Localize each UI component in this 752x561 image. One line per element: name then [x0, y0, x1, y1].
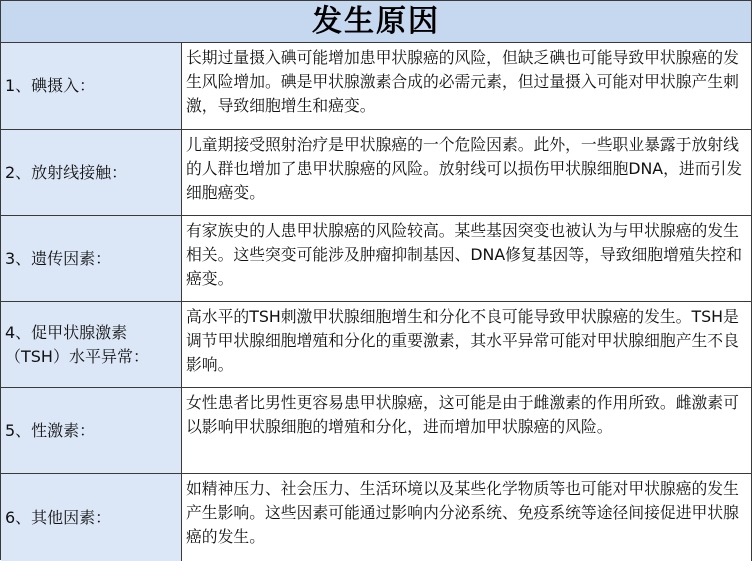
row-label: 4、促甲状腺激素（TSH）水平异常： — [5, 322, 149, 366]
row-label-cell — [1, 388, 182, 473]
row-label: 3、遗传因素： — [5, 248, 112, 268]
row-label-cell — [1, 130, 182, 215]
row-label: 6、其他因素： — [5, 507, 112, 527]
row-description: 女性患者比男性更容易患甲状腺癌，这可能是由于雌激素的作用所致。雌激素可以影响甲状腺细胞的增殖和分化，进而增加甲状腺癌的风险。 — [186, 393, 739, 436]
row-label: 1、碘摄入： — [5, 76, 96, 95]
table-row — [1, 130, 752, 216]
row-description: 儿童期接受照射治疗是甲状腺癌的一个危险因素。此外，一些职业暴露于放射线的人群也增加了患甲状腺癌的风险。放射线可以损伤甲状腺细胞DNA，进而引发细胞癌变。 — [186, 135, 743, 202]
table-title: 发生原因 — [312, 3, 440, 39]
row-description-cell — [182, 43, 752, 129]
table-row — [1, 43, 752, 130]
row-label: 2、放射线接触： — [5, 162, 128, 182]
table-row — [1, 474, 752, 561]
row-description-cell — [182, 130, 752, 215]
row-label-cell — [1, 216, 182, 301]
row-description-cell — [182, 388, 752, 473]
row-label-cell — [1, 302, 182, 387]
row-description: 有家族史的人患甲状腺癌的风险较高。某些基因突变也被认为与甲状腺癌的发生相关。这些突变可能涉及肿瘤抑制基因、DNA修复基因等，导致细胞增殖失控和癌变。 — [186, 221, 743, 288]
table-row — [1, 302, 752, 388]
row-description: 如精神压力、社会压力、生活环境以及某些化学物质等也可能对甲状腺癌的发生产生影响。这些因素可能通过影响内分泌系统、免疫系统等途径间接促进甲状腺癌的发生。 — [186, 479, 739, 546]
row-description: 高水平的TSH刺激甲状腺细胞增生和分化不良可能导致甲状腺癌的发生。TSH是调节甲状腺细胞增殖和分化的重要激素，其水平异常可能对甲状腺细胞产生不良影响。 — [186, 307, 739, 374]
row-description-cell — [182, 302, 752, 387]
row-label-cell — [1, 474, 182, 561]
row-description: 长期过量摄入碘可能增加患甲状腺癌的风险，但缺乏碘也可能导致甲状腺癌的发生风险增加。碘是甲状腺激素合成的必需元素，但过量摄入可能对甲状腺产生刺激，导致细胞增生和癌变。 — [186, 48, 739, 115]
row-label-cell — [1, 43, 182, 129]
table-row — [1, 388, 752, 474]
row-description-cell — [182, 216, 752, 301]
row-description-cell — [182, 474, 752, 561]
title-row — [1, 1, 752, 43]
row-label: 5、性激素： — [5, 420, 96, 440]
table-row — [1, 216, 752, 302]
